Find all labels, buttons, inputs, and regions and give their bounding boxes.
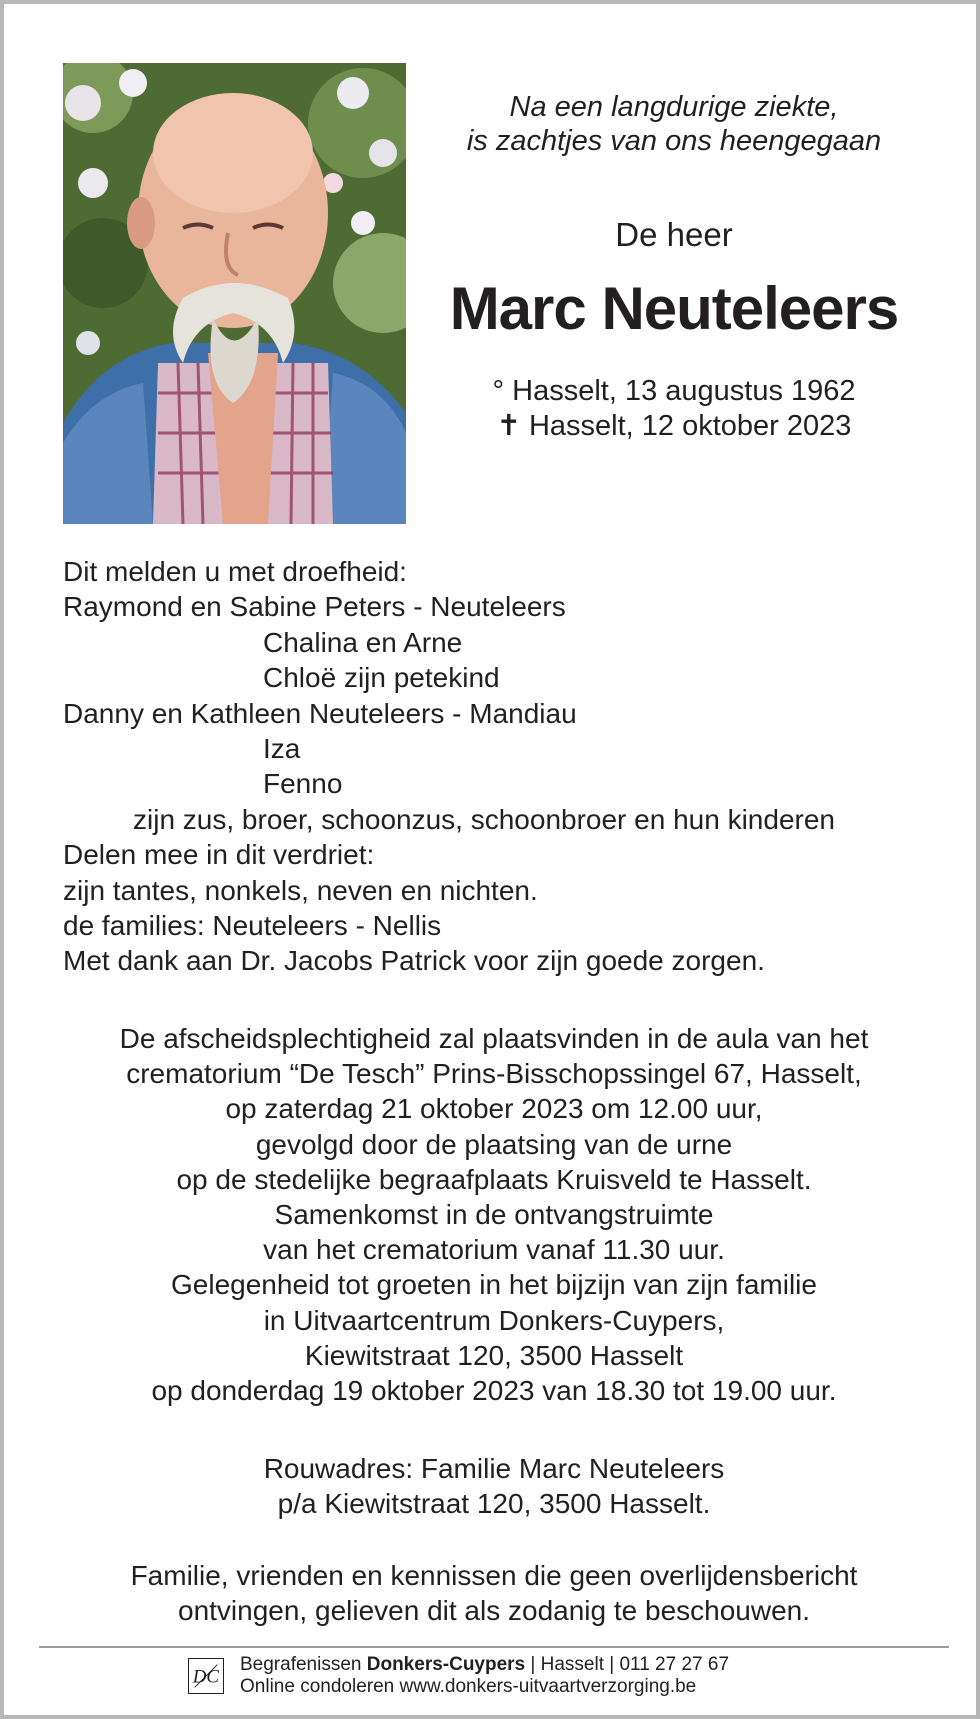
family-line: Delen mee in dit verdriet: [63,839,375,871]
ceremony-line: crematorium “De Tesch” Prins-Bisschopssingel 67, Hasselt, [126,1058,862,1090]
birth-date: ° Hasselt, 13 augustus 1962 [492,375,856,407]
family-line: Met dank aan Dr. Jacobs Patrick voor zijn goede zorgen. [63,945,765,977]
footer-divider [39,1646,949,1648]
funeral-home-logo-icon [188,1658,224,1694]
ceremony-line: in Uitvaartcentrum Donkers-Cuypers, [263,1304,725,1336]
life-dates [434,374,914,444]
family-line: Chalina en Arne [263,626,463,658]
intro-line: is zachtjes van ons heengegaan [466,125,882,157]
notice-line: ontvingen, gelieven dit als zodanig te beschouwen. [178,1595,810,1626]
intro-line: Na een langdurige ziekte, [509,91,839,123]
family-line: Iza [263,733,301,765]
ceremony-line: op donderdag 19 oktober 2023 van 18.30 tot 19.00 uur. [151,1375,837,1407]
intro-text [434,90,914,158]
notice-text [44,1558,944,1628]
address-line: Rouwadres: Familie Marc Neuteleers [263,1453,725,1484]
mourning-address [44,1451,944,1521]
portrait-illustration [63,63,406,524]
family-line: zijn tantes, nonkels, neven en nichten. [63,874,538,906]
logo-monogram: DC [192,1666,220,1688]
ceremony-line: Gelegenheid tot groeten in het bijzijn van zijn familie [171,1269,817,1301]
ceremony-line: De afscheidsplechtigheid zal plaatsvinden in de aula van het [119,1023,869,1054]
ceremony-line: Kiewitstraat 120, 3500 Hasselt [304,1339,684,1371]
ceremony-line: van het crematorium vanaf 11.30 uur. [263,1234,725,1266]
footer-contact: | Hasselt | 011 27 27 67 [525,1654,730,1675]
family-line: Dit melden u met droefheid: [63,556,407,587]
ceremony-line: op de stedelijke begraafplaats Kruisveld te Hasselt. [176,1163,812,1195]
footer-prefix: Begrafenissen [240,1654,367,1675]
ceremony-line: Samenkomst in de ontvangstruimte [274,1199,714,1231]
footer-company: Donkers-Cuypers [366,1654,526,1675]
footer [188,1652,808,1700]
family-line: de families: Neuteleers - Nellis [63,910,442,942]
ceremony-line: gevolgd door de plaatsing van de urne [255,1128,733,1160]
header-block [434,90,914,444]
family-line: Fenno [263,768,343,800]
notice-line: Familie, vrienden en kennissen die geen overlijdensbericht [130,1560,858,1591]
ceremony-details [44,1021,944,1408]
salutation: De heer [615,216,733,253]
family-line: Raymond en Sabine Peters - Neuteleers [63,591,566,623]
ceremony-line: op zaterdag 21 oktober 2023 om 12.00 uur, [225,1093,763,1125]
portrait-photo [63,63,406,524]
death-date: ✝ Hasselt, 12 oktober 2023 [496,410,852,442]
footer-company-line [240,1654,729,1676]
footer-text [240,1654,729,1698]
family-line: zijn zus, broer, schoonzus, schoonbroer en hun kinderen [133,803,835,835]
family-announcement [63,554,943,979]
address-line: p/a Kiewitstraat 120, 3500 Hasselt. [277,1488,711,1519]
footer-online-link[interactable]: Online condoleren www.donkers-uitvaartverzorging.be [240,1676,697,1697]
family-line: Chloë zijn petekind [263,662,500,694]
deceased-name: Marc Neuteleers [449,275,899,342]
family-line: Danny en Kathleen Neuteleers - Mandiau [63,697,577,729]
